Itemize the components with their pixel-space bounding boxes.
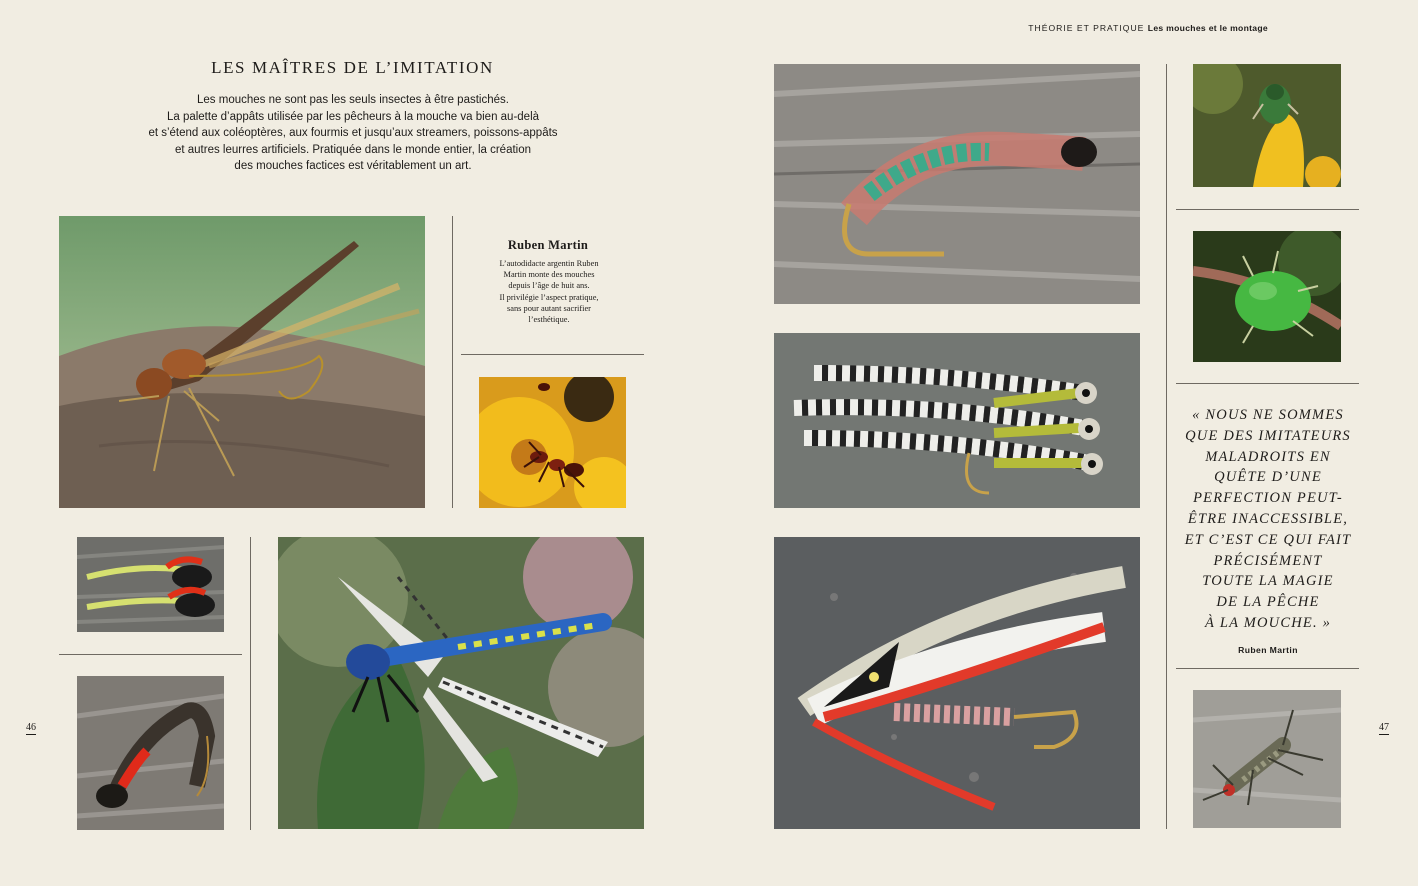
bio-line: Il privilégie l’aspect pratique, (499, 292, 599, 302)
bio-line: l’esthétique. (528, 315, 570, 325)
quote-line: QUÊTE D’UNE (1214, 469, 1322, 486)
section-divider (1176, 209, 1359, 210)
stonefly-fly-photo (59, 216, 425, 508)
pull-quote (1174, 405, 1362, 634)
quote-line: « NOUS NE SOMMES (1192, 407, 1344, 423)
header-chapter: Les mouches et le montage (1147, 23, 1268, 33)
dark-nymph-photo (77, 676, 224, 830)
section-divider (59, 654, 242, 655)
page-title: LES MAÎTRES DE L’IMITATION (211, 58, 494, 77)
caddis-larva-fly-photo (774, 64, 1140, 304)
quote-line: PERFECTION PEUT- (1193, 490, 1343, 507)
black-red-streamer-photo (77, 537, 224, 632)
column-divider (1166, 64, 1167, 829)
section-divider (461, 354, 644, 355)
intro-line: La palette d’appâts utilisée par les pêcheurs à la mouche va bien au-delà (166, 110, 540, 123)
quote-author: Ruben Martin (1238, 645, 1298, 655)
stonefly-nymph-photo (1193, 690, 1341, 828)
quote-line: ÊTRE INACCESSIBLE, (1187, 510, 1349, 527)
quote-line: QUE DES IMITATEURS (1185, 427, 1351, 444)
dragonfly-icon (278, 537, 644, 829)
dragonfly-fly-photo (278, 537, 644, 829)
beetle-icon (1193, 64, 1341, 187)
zonker-icon (774, 333, 1140, 508)
section-divider (1176, 668, 1359, 669)
running-header (888, 23, 1268, 33)
ant-on-yellow-flower-photo (479, 377, 626, 508)
bio-line: L’autodidacte argentin Ruben (499, 259, 599, 268)
zonker-streamers-photo (774, 333, 1140, 508)
larva-icon (774, 64, 1140, 304)
quote-line: ET C’EST CE QUI FAIT (1184, 531, 1352, 548)
intro-line: et s’étend aux coléoptères, aux fourmis et jusqu’aux streamers, poissons-appâts (148, 127, 558, 140)
column-divider (452, 216, 453, 508)
nymph-icon (77, 676, 224, 830)
intro-line: des mouches factices est véritablement un art. (234, 160, 472, 173)
quote-line: DE LA PÊCHE (1216, 594, 1320, 611)
green-beetle-photo (1193, 231, 1341, 362)
bio-line: Martin monte des mouches (503, 270, 595, 280)
salmon-fly-icon (774, 537, 1140, 829)
intro-line: et autres leurres artificiels. Pratiquée dans le monde entier, la création (174, 143, 532, 156)
quote-line: PRÉCISÉMENT (1213, 552, 1323, 569)
streamer-icon (77, 537, 224, 632)
beetle-on-flower-photo (1193, 64, 1341, 187)
stonefly-icon (59, 216, 425, 508)
column-divider (250, 537, 251, 830)
nymph-icon (1193, 690, 1341, 828)
bio-text (470, 258, 628, 325)
page-number-right: 47 (1379, 722, 1389, 733)
page-number-left: 46 (26, 722, 36, 733)
intro-paragraph (118, 92, 588, 175)
section-divider (1176, 383, 1359, 384)
quote-line: TOUTE LA MAGIE (1202, 573, 1334, 590)
bio-name: Ruben Martin (507, 238, 589, 252)
quote-line: À LA MOUCHE. » (1204, 614, 1332, 631)
quote-line: MALADROITS EN (1205, 448, 1331, 465)
green-beetle-icon (1193, 231, 1341, 362)
bio-line: sans pour autant sacrifier (507, 303, 591, 313)
header-section: THÉORIE ET PRATIQUE (1028, 23, 1145, 33)
ant-icon (479, 377, 626, 508)
bio-line: depuis l’âge de huit ans. (508, 281, 590, 291)
intro-line: Les mouches ne sont pas les seuls insectes à être pastichés. (197, 94, 509, 106)
salmon-fly-photo (774, 537, 1140, 829)
